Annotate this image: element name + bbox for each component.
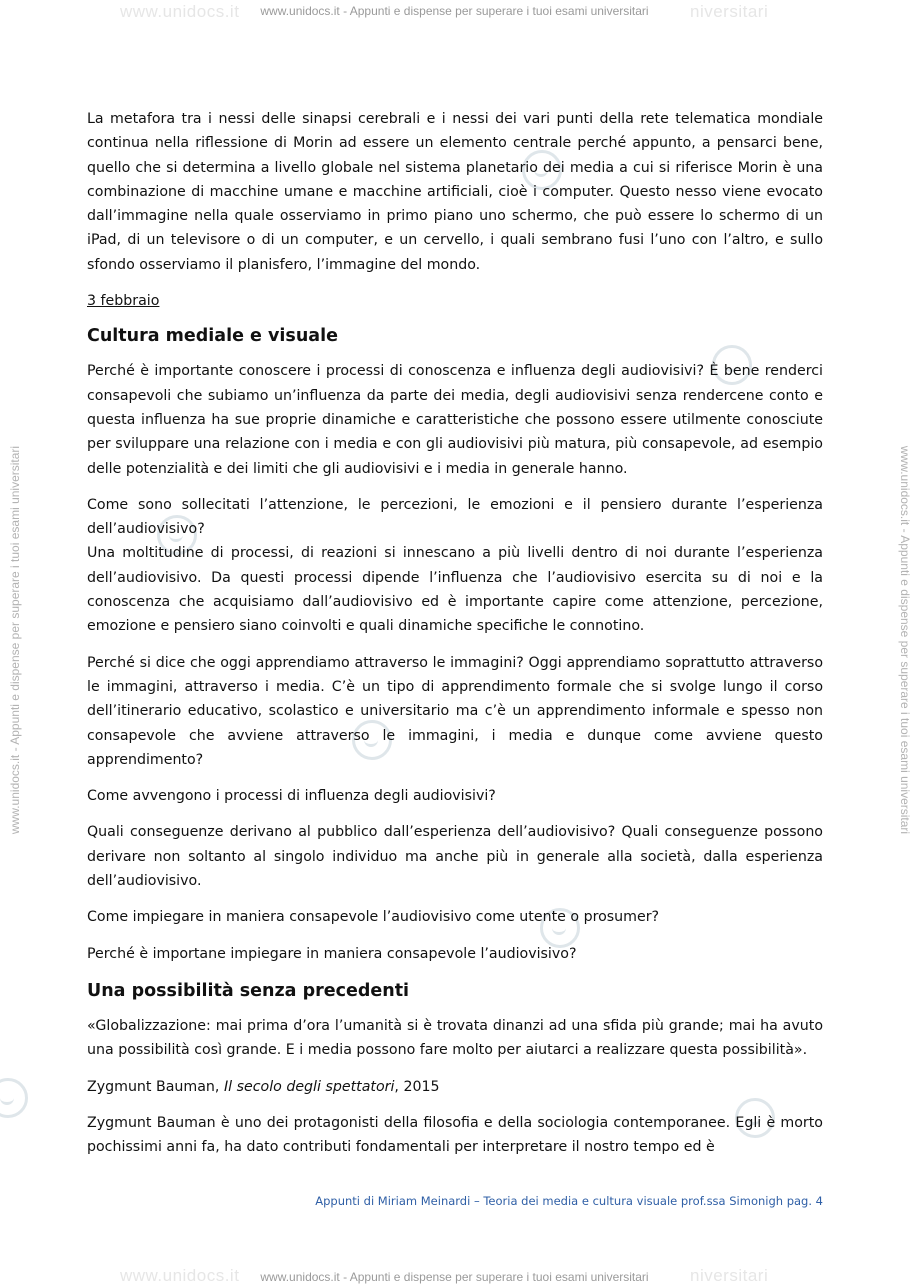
document-body — [87, 107, 823, 1171]
citation-author: Zygmunt Bauman, — [87, 1078, 224, 1095]
paragraph: Come impiegare in maniera consapevole l’audiovisivo come utente o prosumer? — [87, 909, 660, 926]
paragraph: Perché è importante conoscere i processi di conoscenza e influenza degli audiovisivi? È bene renderci consapevoli che subiamo un’influenza da parte dei media, degli audiovisivi senza rendercene conto e questa influenza ha sue proprie dinamiche e caratteristiche che possono essere utilmente conosciute per sviluppare una relazione con i media e con gli audiovisivi più matura, più consapevole, ad esempio delle potenzialità e dei limiti che gli audiovisivi e i media in generale hanno. — [87, 363, 823, 477]
watermark-side-left: www.unidocs.it - Appunti e dispense per superare i tuoi esami universitari — [8, 445, 22, 835]
paragraph: Come sono sollecitati l’attenzione, le percezioni, le emozioni e il pensiero durante l’esperienza dell’audiovisivo? — [87, 496, 823, 538]
paragraph: La metafora tra i nessi delle sinapsi cerebrali e i nessi dei vari punti della rete telematica mondiale continua nella riflessione di Morin ad essere un elemento centrale perché appunto, a pensarci bene, quello che si determina a livello globale nel sistema planetario dei media a cui si riferisce Morin è una combinazione di macchine umane e macchine artificiali, cioè i computer. Questo nesso viene evocato dall’immagine nella quale osserviamo in primo piano uno schermo, che può essere lo schermo di un iPad, di un televisore o di un computer, e un cervello, i quali sembrano fusi l’uno con l’altro, e sullo sfondo osserviamo il planisfero, l’immagine del mondo. — [87, 111, 823, 273]
page-footer: Appunti di Miriam Meinardi – Teoria dei media e cultura visuale prof.ssa Simonigh pag. 4 — [315, 1194, 823, 1208]
watermark-faint-top-tail: niversitari — [690, 2, 769, 21]
section-heading: Una possibilità senza precedenti — [87, 980, 410, 1001]
paragraph: Una moltitudine di processi, di reazioni si innescano a più livelli dentro di noi durante l’esperienza dell’audiovisivo. Da questi processi dipende l’influenza che l’audiovisivo esercita su di noi e la conoscenza che acquisiamo dall’audiovisivo ed è importante capire come attenzione, percezione, emozione e pensiero siano coinvolti e quali dinamiche specifiche le connotino. — [87, 545, 823, 635]
watermark-side-right: www.unidocs.it - Appunti e dispense per superare i tuoi esami universitari — [898, 445, 912, 835]
section-heading: Cultura mediale e visuale — [87, 326, 338, 347]
quote: «Globalizzazione: mai prima d’ora l’umanità si è trovata dinanzi ad una sfida più grande; mai ha avuto una possibilità così grande. E i media possono fare molto per aiutarci a realizzare questa possibilità». — [87, 1017, 823, 1059]
watermark-faint-top: www.unidocs.it — [120, 2, 240, 21]
citation-year: , 2015 — [394, 1078, 440, 1095]
paragraph: Quali conseguenze derivano al pubblico dall’esperienza dell’audiovisivo? Quali conseguenze possono derivare non soltanto al singolo individuo ma anche più in generale alla società, dalla esperienza dell’audiovisivo. — [87, 824, 823, 890]
watermark-footer: www.unidocs.it - Appunti e dispense per superare i tuoi esami universitari — [260, 1270, 649, 1284]
watermark-faint-bottom: www.unidocs.it — [120, 1266, 240, 1285]
paragraph: Zygmunt Bauman è uno dei protagonisti della filosofia e della sociologia contemporanee. Egli è morto pochissimi anni fa, ha dato contributi fondamentali per interpretare il nostro tempo ed è — [87, 1114, 823, 1156]
paragraph: Perché si dice che oggi apprendiamo attraverso le immagini? Oggi apprendiamo soprattutto attraverso le immagini, attraverso i media. C’è un tipo di apprendimento formale che si svolge lungo il corso dell’itinerario educativo, scolastico e universitario ma c’è un apprendimento informale e spesso non consapevole che avviene attraverso le immagini, i media e dunque come avviene questo apprendimento? — [87, 654, 823, 768]
paragraph: Come avvengono i processi di influenza degli audiovisivi? — [87, 788, 496, 805]
citation-title: Il secolo degli spettatori — [223, 1078, 395, 1095]
watermark-faint-bottom-tail: niversitari — [690, 1266, 769, 1285]
date-label: 3 febbraio — [87, 293, 160, 310]
citation — [87, 1075, 823, 1099]
watermark-header: www.unidocs.it - Appunti e dispense per superare i tuoi esami universitari — [260, 4, 649, 18]
unidocs-logo-icon — [0, 1078, 28, 1118]
paragraph: Perché è importane impiegare in maniera consapevole l’audiovisivo? — [87, 945, 577, 962]
